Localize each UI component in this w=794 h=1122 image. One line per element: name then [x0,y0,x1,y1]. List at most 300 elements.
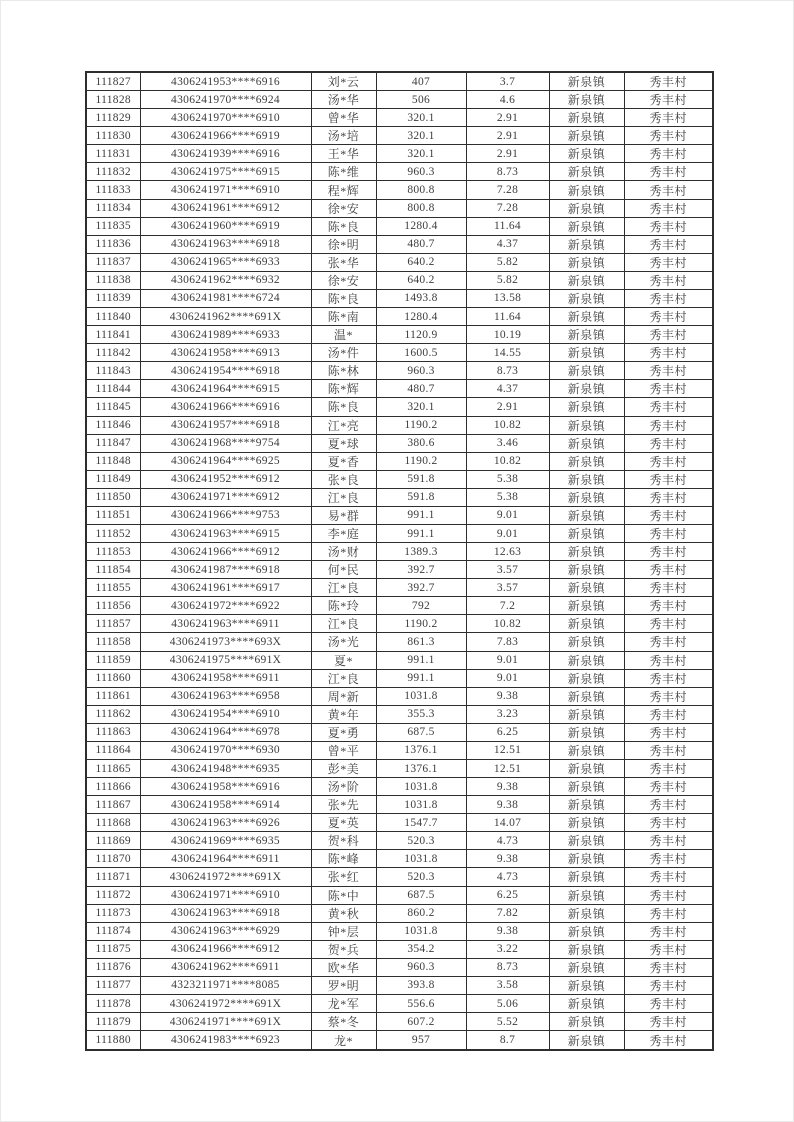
cell-serial: 111858 [86,633,140,651]
cell-town: 新泉镇 [549,669,624,687]
cell-id-number: 4306241958****6911 [140,669,311,687]
cell-village: 秀丰村 [624,362,713,380]
cell-name: 汤*财 [311,543,376,561]
cell-town: 新泉镇 [549,904,624,922]
cell-serial: 111876 [86,958,140,976]
cell-town: 新泉镇 [549,995,624,1013]
cell-village: 秀丰村 [624,705,713,723]
cell-amount2: 8.73 [466,163,549,181]
table-row [86,181,713,199]
cell-amount2: 14.07 [466,814,549,832]
cell-town: 新泉镇 [549,470,624,488]
cell-town: 新泉镇 [549,72,624,91]
table-row [86,832,713,850]
cell-name: 龙*军 [311,995,376,1013]
cell-id-number: 4323211971****8085 [140,976,311,994]
cell-amount1: 1280.4 [376,217,466,235]
table-row [86,561,713,579]
cell-village: 秀丰村 [624,91,713,109]
cell-name: 夏*英 [311,814,376,832]
cell-town: 新泉镇 [549,705,624,723]
cell-id-number: 4306241966****6912 [140,543,311,561]
cell-amount2: 14.55 [466,344,549,362]
cell-serial: 111848 [86,452,140,470]
cell-town: 新泉镇 [549,615,624,633]
cell-serial: 111847 [86,434,140,452]
cell-amount1: 1031.8 [376,922,466,940]
cell-village: 秀丰村 [624,633,713,651]
cell-village: 秀丰村 [624,579,713,597]
cell-amount2: 3.46 [466,434,549,452]
cell-town: 新泉镇 [549,561,624,579]
cell-village: 秀丰村 [624,398,713,416]
cell-id-number: 4306241989****6933 [140,326,311,344]
cell-id-number: 4306241939****6916 [140,145,311,163]
table-row [86,886,713,904]
cell-id-number: 4306241964****6925 [140,452,311,470]
cell-amount2: 5.38 [466,470,549,488]
cell-amount1: 1190.2 [376,452,466,470]
table-row [86,253,713,271]
cell-town: 新泉镇 [549,506,624,524]
table-row [86,289,713,307]
records-table-body [86,72,713,1050]
cell-town: 新泉镇 [549,308,624,326]
cell-serial: 111844 [86,380,140,398]
cell-town: 新泉镇 [549,597,624,615]
cell-town: 新泉镇 [549,579,624,597]
cell-serial: 111872 [86,886,140,904]
cell-amount2: 13.58 [466,289,549,307]
cell-amount1: 355.3 [376,705,466,723]
cell-village: 秀丰村 [624,235,713,253]
cell-id-number: 4306241971****691X [140,1013,311,1031]
table-row [86,506,713,524]
table-row [86,904,713,922]
table-row [86,109,713,127]
cell-serial: 111829 [86,109,140,127]
cell-amount1: 957 [376,1031,466,1050]
cell-village: 秀丰村 [624,886,713,904]
cell-name: 徐*安 [311,199,376,217]
cell-id-number: 4306241968****9754 [140,434,311,452]
cell-serial: 111833 [86,181,140,199]
cell-id-number: 4306241972****691X [140,868,311,886]
cell-serial: 111852 [86,524,140,542]
table-row [86,940,713,958]
cell-amount1: 960.3 [376,163,466,181]
cell-name: 陈*中 [311,886,376,904]
cell-village: 秀丰村 [624,615,713,633]
table-row [86,271,713,289]
cell-id-number: 4306241970****6910 [140,109,311,127]
cell-town: 新泉镇 [549,651,624,669]
cell-name: 易*群 [311,506,376,524]
cell-id-number: 4306241957****6918 [140,416,311,434]
cell-name: 徐*安 [311,271,376,289]
table-row [86,778,713,796]
cell-amount1: 687.5 [376,886,466,904]
cell-village: 秀丰村 [624,163,713,181]
cell-amount1: 640.2 [376,253,466,271]
cell-serial: 111827 [86,72,140,91]
cell-amount1: 320.1 [376,145,466,163]
cell-amount1: 687.5 [376,723,466,741]
table-row [86,922,713,940]
cell-amount2: 9.38 [466,687,549,705]
cell-serial: 111873 [86,904,140,922]
cell-amount1: 960.3 [376,958,466,976]
cell-serial: 111878 [86,995,140,1013]
cell-village: 秀丰村 [624,72,713,91]
cell-name: 夏*香 [311,452,376,470]
cell-name: 陈*良 [311,398,376,416]
cell-name: 江*良 [311,669,376,687]
cell-id-number: 4306241971****6910 [140,886,311,904]
cell-id-number: 4306241962****6932 [140,271,311,289]
cell-amount1: 407 [376,72,466,91]
cell-serial: 111838 [86,271,140,289]
cell-village: 秀丰村 [624,416,713,434]
cell-village: 秀丰村 [624,904,713,922]
cell-name: 蔡*冬 [311,1013,376,1031]
cell-amount1: 991.1 [376,669,466,687]
table-row [86,796,713,814]
cell-id-number: 4306241969****6935 [140,832,311,850]
cell-amount1: 607.2 [376,1013,466,1031]
cell-amount2: 4.6 [466,91,549,109]
cell-name: 陈*峰 [311,850,376,868]
cell-amount2: 5.38 [466,488,549,506]
table-row [86,995,713,1013]
cell-amount2: 10.82 [466,416,549,434]
cell-name: 汤*件 [311,344,376,362]
cell-town: 新泉镇 [549,253,624,271]
cell-name: 贺*科 [311,832,376,850]
cell-id-number: 4306241966****6916 [140,398,311,416]
cell-amount2: 10.82 [466,452,549,470]
cell-name: 罗*明 [311,976,376,994]
cell-amount1: 320.1 [376,127,466,145]
cell-town: 新泉镇 [549,759,624,777]
cell-id-number: 4306241963****6911 [140,615,311,633]
cell-name: 陈*维 [311,163,376,181]
table-row [86,958,713,976]
cell-village: 秀丰村 [624,326,713,344]
cell-amount2: 11.64 [466,308,549,326]
cell-amount2: 3.7 [466,72,549,91]
cell-serial: 111831 [86,145,140,163]
cell-name: 贺*兵 [311,940,376,958]
cell-amount2: 6.25 [466,723,549,741]
cell-amount2: 8.73 [466,362,549,380]
cell-town: 新泉镇 [549,91,624,109]
table-row [86,235,713,253]
cell-amount2: 5.52 [466,1013,549,1031]
cell-name: 何*民 [311,561,376,579]
cell-id-number: 4306241952****6912 [140,470,311,488]
cell-town: 新泉镇 [549,796,624,814]
cell-id-number: 4306241964****6911 [140,850,311,868]
cell-village: 秀丰村 [624,344,713,362]
cell-id-number: 4306241963****6926 [140,814,311,832]
cell-id-number: 4306241963****6915 [140,524,311,542]
cell-amount2: 11.64 [466,217,549,235]
cell-amount2: 4.37 [466,235,549,253]
cell-amount2: 12.51 [466,759,549,777]
cell-id-number: 4306241964****6915 [140,380,311,398]
cell-serial: 111860 [86,669,140,687]
cell-id-number: 4306241983****6923 [140,1031,311,1050]
cell-amount2: 7.83 [466,633,549,651]
cell-village: 秀丰村 [624,289,713,307]
cell-amount1: 320.1 [376,109,466,127]
cell-serial: 111832 [86,163,140,181]
table-row [86,524,713,542]
cell-amount2: 5.06 [466,995,549,1013]
cell-amount2: 10.82 [466,615,549,633]
cell-amount2: 9.01 [466,524,549,542]
cell-village: 秀丰村 [624,814,713,832]
cell-town: 新泉镇 [549,886,624,904]
cell-amount2: 7.28 [466,199,549,217]
cell-serial: 111851 [86,506,140,524]
table-row [86,362,713,380]
cell-amount2: 3.57 [466,579,549,597]
cell-amount2: 3.58 [466,976,549,994]
table-row [86,217,713,235]
cell-amount1: 1120.9 [376,326,466,344]
cell-id-number: 4306241961****6912 [140,199,311,217]
cell-serial: 111862 [86,705,140,723]
cell-town: 新泉镇 [549,778,624,796]
cell-id-number: 4306241963****6958 [140,687,311,705]
cell-serial: 111868 [86,814,140,832]
table-row [86,868,713,886]
cell-amount1: 520.3 [376,868,466,886]
cell-amount2: 12.63 [466,543,549,561]
cell-serial: 111866 [86,778,140,796]
cell-village: 秀丰村 [624,524,713,542]
cell-village: 秀丰村 [624,543,713,561]
cell-town: 新泉镇 [549,633,624,651]
cell-id-number: 4306241971****6912 [140,488,311,506]
table-row [86,850,713,868]
records-table [85,71,714,1051]
cell-amount2: 9.38 [466,796,549,814]
cell-name: 黄*年 [311,705,376,723]
cell-town: 新泉镇 [549,1013,624,1031]
cell-town: 新泉镇 [549,922,624,940]
cell-village: 秀丰村 [624,850,713,868]
cell-amount1: 354.2 [376,940,466,958]
cell-village: 秀丰村 [624,741,713,759]
cell-name: 黄*秋 [311,904,376,922]
cell-town: 新泉镇 [549,868,624,886]
cell-name: 夏*球 [311,434,376,452]
cell-id-number: 4306241958****6913 [140,344,311,362]
cell-village: 秀丰村 [624,796,713,814]
cell-amount1: 1031.8 [376,687,466,705]
cell-id-number: 4306241963****6918 [140,904,311,922]
cell-town: 新泉镇 [549,362,624,380]
cell-id-number: 4306241975****6915 [140,163,311,181]
cell-serial: 111871 [86,868,140,886]
cell-serial: 111875 [86,940,140,958]
cell-name: 曾*平 [311,741,376,759]
cell-village: 秀丰村 [624,488,713,506]
cell-amount1: 393.8 [376,976,466,994]
cell-serial: 111854 [86,561,140,579]
cell-town: 新泉镇 [549,687,624,705]
table-row [86,1031,713,1050]
cell-town: 新泉镇 [549,344,624,362]
table-row [86,669,713,687]
cell-amount1: 591.8 [376,488,466,506]
cell-id-number: 4306241958****6914 [140,796,311,814]
cell-village: 秀丰村 [624,778,713,796]
cell-id-number: 4306241954****6910 [140,705,311,723]
cell-serial: 111861 [86,687,140,705]
cell-name: 徐*明 [311,235,376,253]
cell-amount1: 800.8 [376,199,466,217]
cell-id-number: 4306241963****6918 [140,235,311,253]
cell-id-number: 4306241972****691X [140,995,311,1013]
cell-serial: 111857 [86,615,140,633]
cell-id-number: 4306241970****6930 [140,741,311,759]
cell-amount1: 506 [376,91,466,109]
cell-amount1: 991.1 [376,506,466,524]
cell-town: 新泉镇 [549,235,624,253]
cell-village: 秀丰村 [624,470,713,488]
table-row [86,127,713,145]
cell-amount2: 3.23 [466,705,549,723]
cell-amount2: 2.91 [466,109,549,127]
cell-id-number: 4306241971****6910 [140,181,311,199]
cell-name: 张*红 [311,868,376,886]
cell-village: 秀丰村 [624,271,713,289]
table-row [86,199,713,217]
cell-amount1: 392.7 [376,579,466,597]
cell-amount1: 861.3 [376,633,466,651]
cell-amount2: 9.01 [466,506,549,524]
cell-serial: 111865 [86,759,140,777]
cell-village: 秀丰村 [624,506,713,524]
cell-amount1: 480.7 [376,235,466,253]
cell-village: 秀丰村 [624,868,713,886]
cell-village: 秀丰村 [624,687,713,705]
cell-name: 汤*华 [311,91,376,109]
cell-town: 新泉镇 [549,543,624,561]
cell-serial: 111870 [86,850,140,868]
cell-id-number: 4306241975****691X [140,651,311,669]
cell-serial: 111845 [86,398,140,416]
table-row [86,687,713,705]
cell-town: 新泉镇 [549,434,624,452]
cell-serial: 111867 [86,796,140,814]
cell-town: 新泉镇 [549,380,624,398]
cell-serial: 111830 [86,127,140,145]
cell-id-number: 4306241953****6916 [140,72,311,91]
cell-amount1: 380.6 [376,434,466,452]
cell-id-number: 4306241963****6929 [140,922,311,940]
cell-name: 汤*光 [311,633,376,651]
cell-id-number: 4306241954****6918 [140,362,311,380]
cell-name: 汤*阶 [311,778,376,796]
table-row [86,705,713,723]
cell-serial: 111839 [86,289,140,307]
cell-serial: 111869 [86,832,140,850]
cell-id-number: 4306241973****693X [140,633,311,651]
table-row [86,72,713,91]
cell-serial: 111850 [86,488,140,506]
cell-name: 江*亮 [311,416,376,434]
table-row [86,91,713,109]
cell-serial: 111835 [86,217,140,235]
cell-village: 秀丰村 [624,759,713,777]
table-row [86,976,713,994]
table-row [86,633,713,651]
cell-village: 秀丰村 [624,380,713,398]
cell-amount2: 7.2 [466,597,549,615]
cell-village: 秀丰村 [624,145,713,163]
cell-amount1: 1600.5 [376,344,466,362]
cell-amount1: 520.3 [376,832,466,850]
cell-village: 秀丰村 [624,669,713,687]
cell-town: 新泉镇 [549,940,624,958]
cell-id-number: 4306241948****6935 [140,759,311,777]
cell-id-number: 4306241987****6918 [140,561,311,579]
cell-amount1: 991.1 [376,524,466,542]
cell-serial: 111855 [86,579,140,597]
cell-amount1: 1031.8 [376,850,466,868]
cell-amount1: 1376.1 [376,759,466,777]
cell-town: 新泉镇 [549,832,624,850]
cell-serial: 111877 [86,976,140,994]
cell-amount2: 4.37 [466,380,549,398]
cell-amount2: 2.91 [466,127,549,145]
cell-town: 新泉镇 [549,289,624,307]
cell-amount2: 9.01 [466,669,549,687]
cell-name: 张*华 [311,253,376,271]
cell-amount1: 960.3 [376,362,466,380]
table-row [86,470,713,488]
cell-name: 江*良 [311,615,376,633]
cell-amount2: 5.82 [466,253,549,271]
cell-amount1: 1190.2 [376,416,466,434]
cell-amount2: 7.28 [466,181,549,199]
cell-town: 新泉镇 [549,145,624,163]
cell-town: 新泉镇 [549,524,624,542]
cell-amount2: 3.57 [466,561,549,579]
cell-amount2: 9.38 [466,922,549,940]
cell-name: 李*庭 [311,524,376,542]
cell-serial: 111841 [86,326,140,344]
cell-serial: 111864 [86,741,140,759]
cell-name: 汤*培 [311,127,376,145]
cell-town: 新泉镇 [549,416,624,434]
cell-amount2: 4.73 [466,868,549,886]
cell-amount1: 1547.7 [376,814,466,832]
table-row [86,814,713,832]
cell-town: 新泉镇 [549,723,624,741]
cell-amount1: 991.1 [376,651,466,669]
cell-village: 秀丰村 [624,217,713,235]
cell-name: 夏* [311,651,376,669]
cell-village: 秀丰村 [624,434,713,452]
cell-id-number: 4306241962****6911 [140,958,311,976]
cell-village: 秀丰村 [624,995,713,1013]
